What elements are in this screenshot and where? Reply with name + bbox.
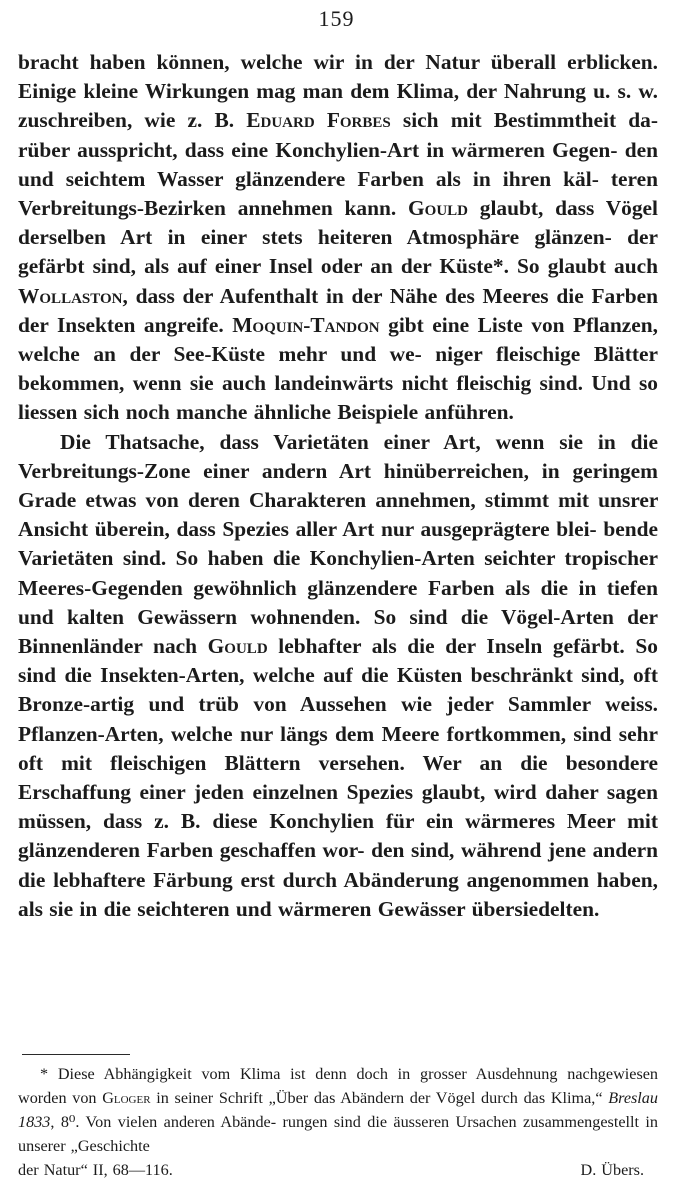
text-line: niger fleischige Blätter bekommen, wenn sie auch landeinwärts: [18, 342, 658, 396]
page-number: 159: [318, 6, 355, 31]
translator-signature: D. Übers.: [580, 1161, 644, 1179]
author-name: Gould: [408, 196, 468, 221]
text-line: nachgewiesen worden von: [18, 1065, 659, 1107]
author-name: Gloger: [102, 1089, 151, 1107]
author-name: Eduard Forbes: [246, 108, 391, 133]
text-line: sich mit Bestimmtheit da-: [390, 108, 658, 133]
text-line: nicht fleischig sind. Und so liessen sich noch manche ähnliche: [18, 371, 658, 425]
text-line: bracht haben können, welche wir in der Natur überall erblicken.: [18, 50, 658, 74]
text-line: beschränkt sind, oft Bronze-artig und trüb von Aussehen wie: [18, 663, 658, 717]
text-line: die in tiefen und kalten Gewässern wohnenden. So sind die: [18, 575, 658, 629]
text-line: den und seichtem Wasser glänzendere Farben als in ihren käl-: [18, 137, 658, 191]
text-line: Abänderung angenommen haben, als sie in die seichteren und: [18, 867, 658, 921]
footnote-last-line: [18, 1158, 658, 1182]
text-line: , dass der Aufenthalt in der Nähe des: [122, 283, 475, 308]
main-text: [18, 48, 658, 924]
text-line: Vögel derselben Art in einer stets heiteren Atmosphäre glänzen-: [18, 196, 658, 250]
text-line: der gefärbt sind, als auf einer Insel oder an der Küste*. So: [18, 225, 658, 279]
text-line: gibt: [379, 312, 424, 337]
text-line: glaubt auch: [547, 254, 658, 279]
text-line: Verbreitungs-Zone einer andern Art hinüberreichen, in geringem: [18, 458, 658, 483]
text-line: den sind, während jene andern die lebhaftere Färbung erst durch: [18, 838, 658, 892]
text-line: Meeres die Farben der Insekten angreife.: [18, 283, 658, 337]
text-line: Inseln gefärbt. So sind die Insekten-Arten, welche auf die Küsten: [18, 634, 658, 688]
footnote-divider: [22, 1054, 130, 1055]
text-line: Einige kleine Wirkungen mag man dem Klima, der Nahrung u. s. w.: [18, 79, 658, 104]
text-line: glaubt, wird daher sagen müssen, dass z. B. diese Konchylien: [18, 780, 658, 834]
author-name: Gould: [207, 634, 268, 659]
footnote-marker: *: [40, 1065, 49, 1083]
text-line: Wer an die besondere Erschaffung einer jeden einzelnen Spezies: [18, 750, 658, 805]
text-line: rüber ausspricht, dass eine Konchylien-Art in wärmeren Gegen-: [18, 137, 618, 162]
text-line: Vögel-Arten der Binnenländer nach: [18, 604, 658, 659]
text-line: bende Varietäten sind. So haben die Konchylien-Arten seichter: [18, 517, 658, 571]
text-line: teren Verbreitungs-Bezirken annehmen kann.: [18, 166, 658, 221]
text-line: Ansicht überein, dass Spezies aller Art nur ausgeprägtere blei-: [18, 517, 597, 542]
text-line: für ein wärmeres Meer mit glänzenderen Farben geschaffen wor-: [18, 809, 658, 863]
footnote-text: [18, 1062, 658, 1182]
text-line: lebhafter als die der: [267, 634, 476, 659]
paragraph-2: [18, 428, 658, 924]
text-line: wärmeren Gewässer übersiedelten.: [277, 896, 600, 921]
citation: Breslau 1833: [18, 1089, 658, 1131]
author-name: Moquin-Tandon: [232, 312, 380, 337]
text-line: Beispiele anführen.: [337, 400, 514, 425]
text-line: rungen sind die äusseren Ursachen zusammengestellt in unserer „Geschichte: [18, 1113, 658, 1155]
text-line: Meere fortkommen, sind sehr oft mit fleischigen Blättern versehen.: [18, 721, 658, 775]
text-line: zuschreiben, wie z. B.: [18, 108, 247, 133]
paragraph-1: [18, 48, 658, 428]
text-line: Vögel durch das Klima,“: [435, 1089, 609, 1107]
text-line: der Natur“ II, 68—116.: [18, 1161, 173, 1179]
text-line: jeder Sammler weiss. Pflanzen-Arten, welche nur längs dem: [18, 692, 658, 746]
text-line: tropischer Meeres-Gegenden gewöhnlich glänzendere Farben als: [18, 546, 658, 600]
text-line: glaubt, dass: [468, 196, 595, 221]
text-line: Diese Abhängigkeit vom Klima ist denn doch in grosser Ausdehnung: [57, 1065, 558, 1083]
text-line: Grade etwas von deren Charakteren annehmen, stimmt mit unsrer: [18, 488, 658, 513]
text-line: , 8⁰. Von vielen anderen Abände-: [50, 1113, 277, 1131]
text-line: eine Liste von Pflanzen, welche an der See-Küste mehr und we-: [18, 312, 658, 367]
author-name: Wollaston: [18, 283, 123, 308]
footnote: [18, 1062, 658, 1182]
text-line: in seiner Schrift „Über das Abändern der: [150, 1089, 431, 1107]
text-line: Die Thatsache, dass Varietäten einer Art, wenn sie in die: [60, 429, 658, 454]
